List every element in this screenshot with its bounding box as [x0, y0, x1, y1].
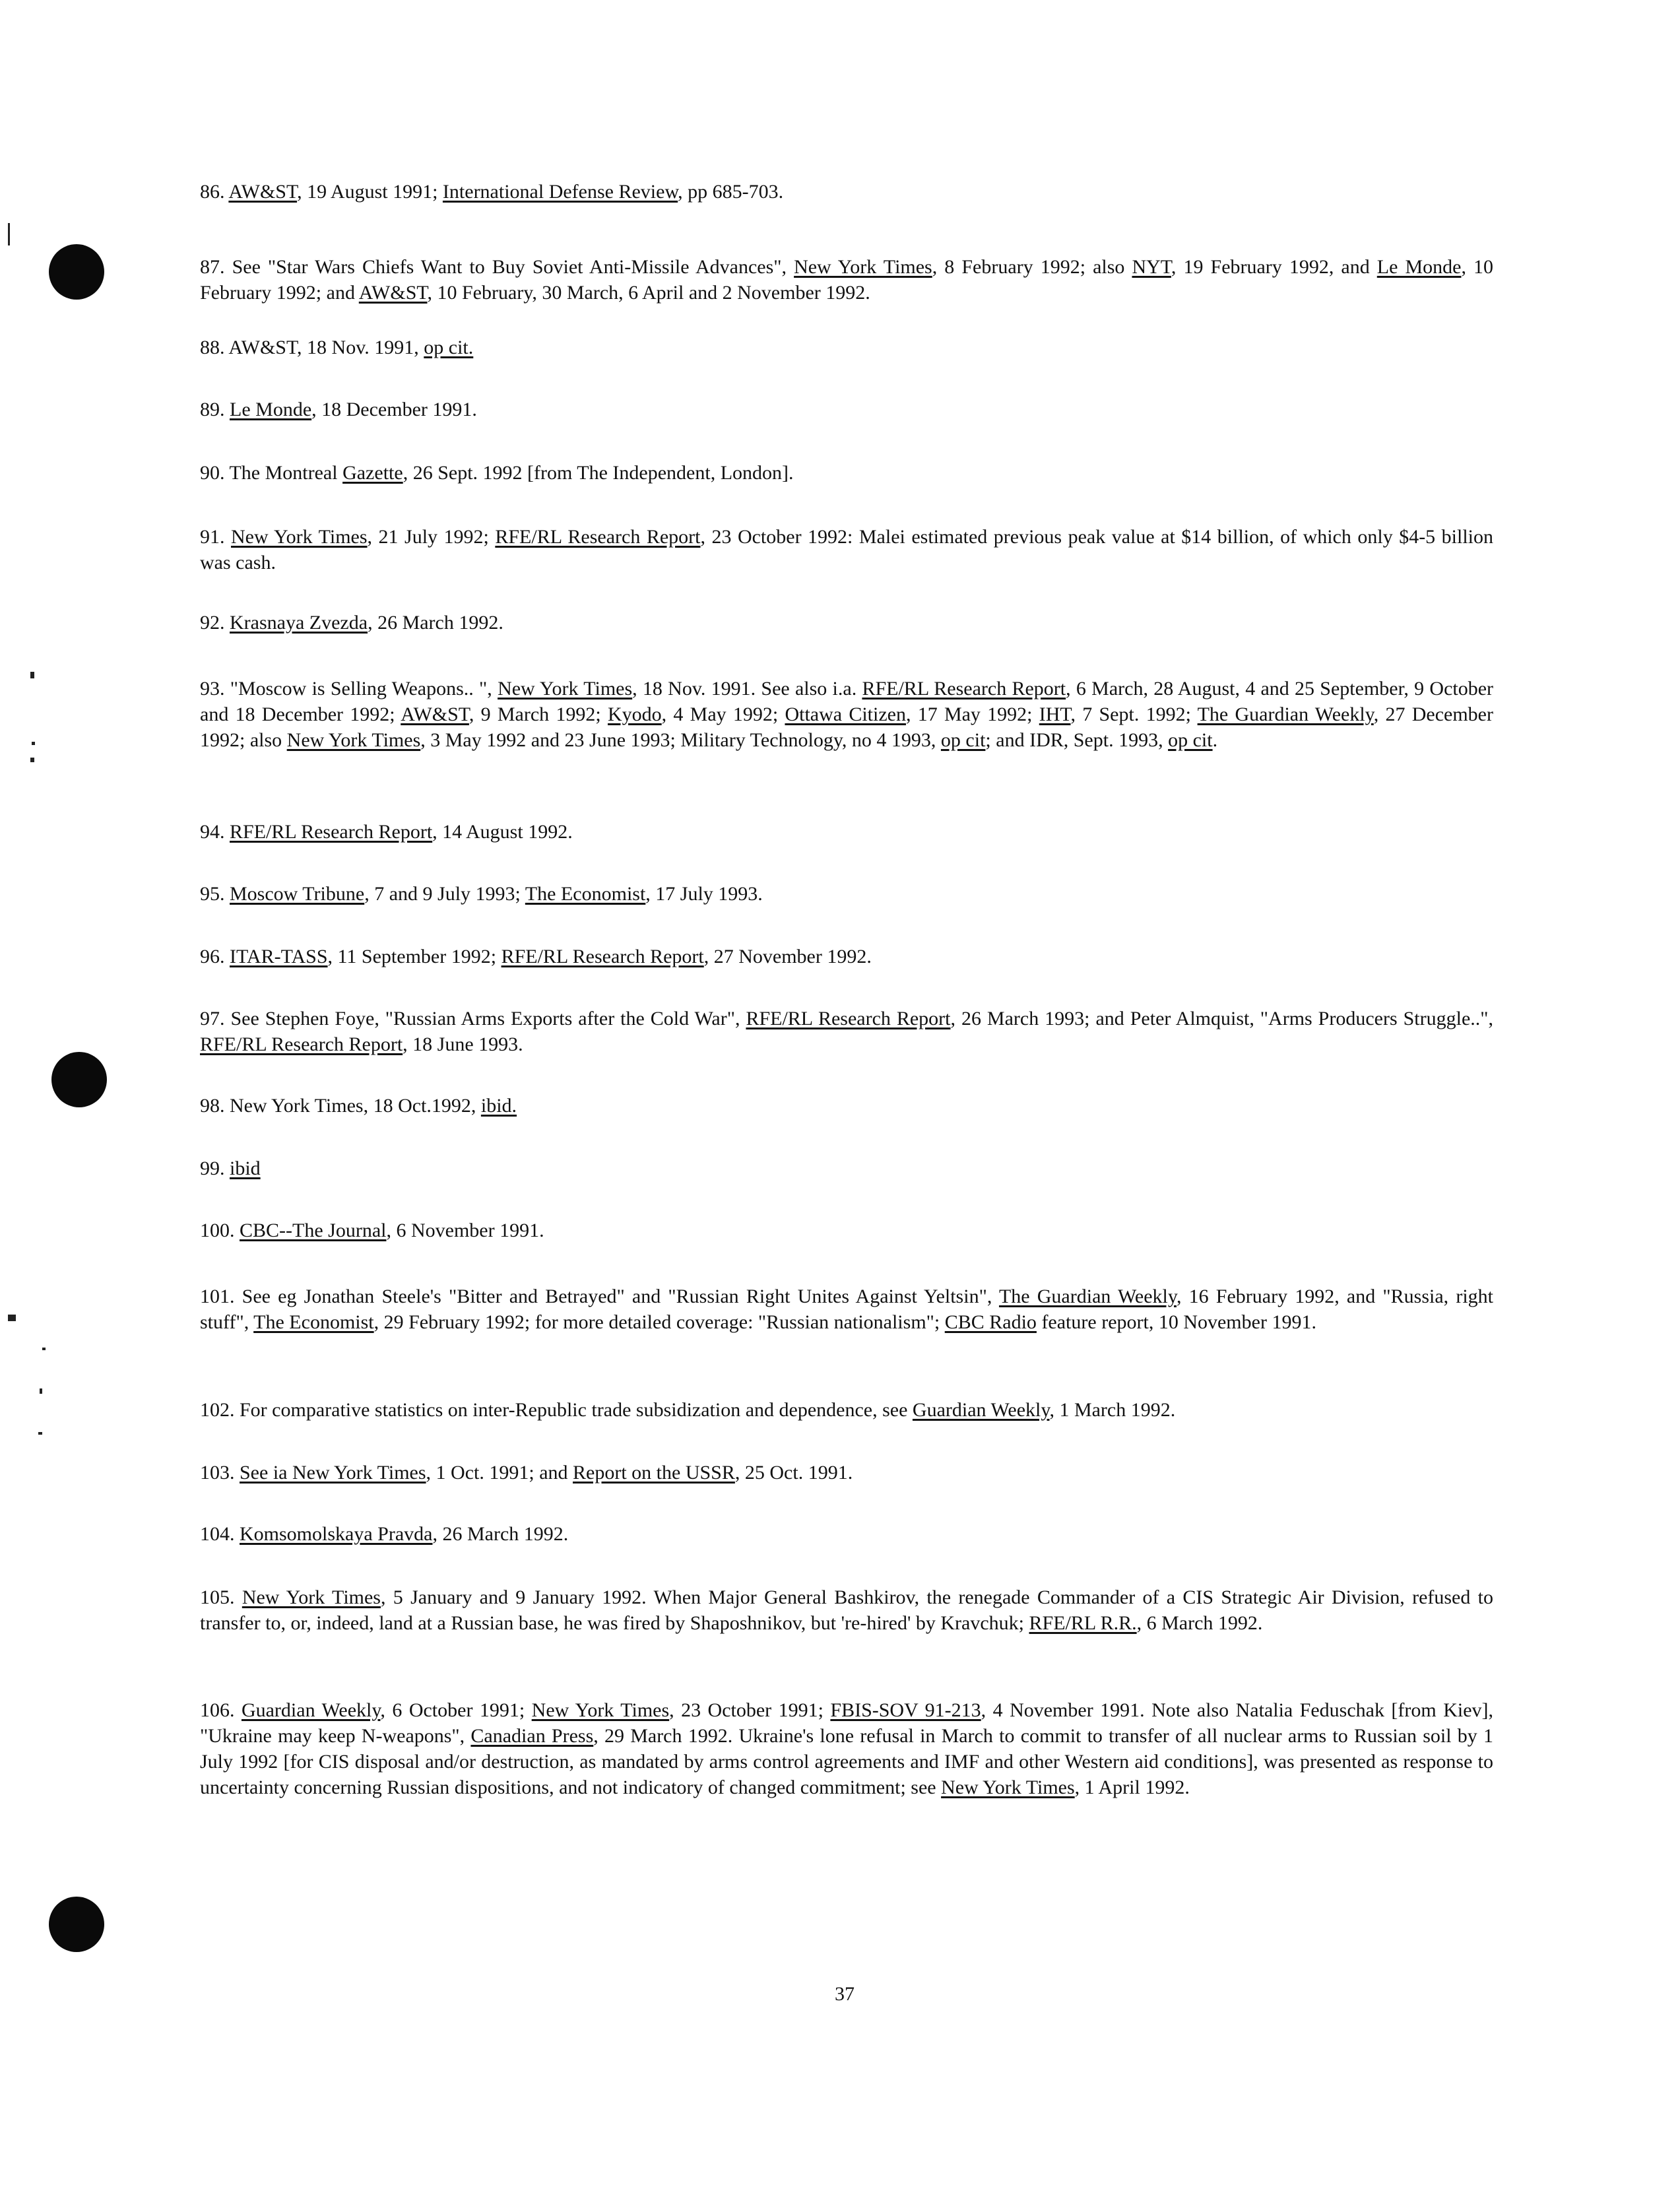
footnote-number: 86.: [200, 181, 229, 203]
footnote: [200, 1397, 1493, 1423]
footnote-text: , 6 October 1991;: [380, 1699, 532, 1721]
footnote-number: 102.: [200, 1399, 240, 1421]
footnote-text: , 18 June 1993.: [403, 1033, 523, 1055]
footnote-text: , 23 October 1991;: [669, 1699, 831, 1721]
citation-source: New York Times: [286, 729, 421, 751]
citation-source: Guardian Weekly: [241, 1699, 381, 1721]
footnote-text: , 27 December 1992; also: [200, 703, 1493, 751]
footnote-text: , pp 685-703.: [678, 181, 784, 203]
footnote-number: 97.: [200, 1008, 231, 1029]
citation-source: New York Times: [498, 678, 633, 700]
citation-source: The Economist: [253, 1311, 374, 1333]
footnote-number: 92.: [200, 612, 230, 634]
footnote-text: , 18 December 1991.: [311, 399, 477, 420]
citation-source: Canadian Press: [470, 1725, 594, 1747]
scan-speck: [8, 223, 10, 245]
page-number: 37: [835, 1983, 855, 2005]
footnote-text: , 4 November 1991. Note also Natalia Feduschak [from Kiev], "Ukraine may keep N-weapons",: [200, 1699, 1493, 1747]
citation-source: Kyodo: [608, 703, 662, 725]
footnote-number: 88.: [200, 337, 229, 358]
footnote-text: , 5 January and 9 January 1992. When Major General Bashkirov, the renegade Commander of a CIS Strategic Air Division, refused to transfer to, or, indeed, land at a Russian base, he was fired by Shaposhnikov, but 're-hired' by Kravchuk;: [200, 1586, 1494, 1634]
footnote-number: 99.: [200, 1158, 230, 1179]
footnote-number: 90.: [200, 462, 230, 484]
footnote-text: , 4 May 1992;: [661, 703, 785, 725]
footnote: [200, 1284, 1493, 1335]
footnote-number: 93.: [200, 678, 230, 700]
citation-source: op cit: [1168, 729, 1213, 751]
footnote-text: ; and IDR, Sept. 1993,: [985, 729, 1169, 751]
citation-source: New York Times: [941, 1777, 1075, 1798]
citation-source: RFE/RL Research Report: [230, 821, 433, 843]
scan-speck: [30, 672, 34, 678]
footnote-text: For comparative statistics on inter-Republic trade subsidization and dependence, see: [240, 1399, 913, 1421]
citation-source: Report on the USSR: [573, 1462, 735, 1484]
footnote: [200, 524, 1493, 575]
footnote-text: .: [1212, 729, 1218, 751]
footnote-text: , 27 November 1992.: [703, 946, 872, 967]
citation-source: New York Times: [794, 256, 932, 278]
footnote-text: New York Times, 18 Oct.1992,: [230, 1095, 481, 1117]
footnote: [200, 1460, 1493, 1485]
citation-source: Krasnaya Zvezda: [230, 612, 368, 634]
scan-speck: [32, 742, 35, 745]
citation-source: AW&ST: [401, 703, 469, 725]
footnote-number: 100.: [200, 1220, 240, 1241]
footnote-number: 104.: [200, 1523, 240, 1545]
citation-source: Le Monde: [1376, 256, 1462, 278]
footnote: [200, 460, 1493, 486]
footnote-text: , 23 October 1992: Malei estimated previous peak value at $14 billion, of which only $4-5 billion was cash.: [200, 526, 1494, 573]
footnote: [200, 1156, 1493, 1181]
citation-source: Ottawa Citizen: [785, 703, 906, 725]
footnote: [200, 610, 1493, 636]
citation-source: FBIS-SOV 91-213: [830, 1699, 981, 1721]
footnote-text: , 17 May 1992;: [905, 703, 1039, 725]
footnote-number: 94.: [200, 821, 230, 843]
citation-source: International Defense Review: [442, 181, 678, 203]
footnote-text: , 19 February 1992, and: [1171, 256, 1377, 278]
footnote-text: , 29 February 1992; for more detailed coverage: "Russian nationalism";: [373, 1311, 945, 1333]
citation-source: RFE/RL Research Report: [200, 1033, 403, 1055]
footnote: [200, 179, 1493, 205]
citation-source: The Guardian Weekly: [1197, 703, 1374, 725]
footnote-text: , 11 September 1992;: [327, 946, 501, 967]
scan-speck: [30, 758, 34, 762]
citation-source: New York Times: [231, 526, 368, 548]
footnote-text: , 25 Oct. 1991.: [734, 1462, 853, 1484]
footnote-number: 95.: [200, 883, 230, 905]
citation-source: RFE/RL Research Report: [495, 526, 701, 548]
citation-source: CBC--The Journal: [240, 1220, 387, 1241]
scan-speck: [42, 1348, 46, 1350]
footnote: [200, 1218, 1493, 1243]
footnote: [200, 254, 1493, 306]
footnote-text: , 1 March 1992.: [1049, 1399, 1176, 1421]
footnote-text: , 9 March 1992;: [468, 703, 608, 725]
citation-source: NYT: [1132, 256, 1171, 278]
footnote-number: 89.: [200, 399, 230, 420]
citation-source: RFE/RL Research Report: [862, 678, 1066, 700]
footnote: [200, 1584, 1493, 1636]
citation-source: The Guardian Weekly: [998, 1286, 1177, 1307]
footnote-text: "Moscow is Selling Weapons.. ",: [230, 678, 498, 700]
footnote-text: , 1 April 1992.: [1074, 1777, 1190, 1798]
footnote: [200, 397, 1493, 422]
footnote-text: , 29 March 1992. Ukraine's lone refusal in March to commit to transfer of all nuclear arms to Russian soil by 1 July 1992 [for CIS disposal and/or destruction, as mandated by arms control agreements and IMF and other Western aid conditions], was presented as response to uncertainty concerning Russian dispositions, and not indicatory of changed commitment; see: [200, 1725, 1493, 1798]
scan-speck: [8, 1315, 16, 1321]
footnote-number: 91.: [200, 526, 231, 548]
footnote-text: , 10 February 1992; and: [200, 256, 1494, 304]
footnote-number: 103.: [200, 1462, 240, 1484]
footnote-text: See eg Jonathan Steele's "Bitter and Betrayed" and "Russian Right Unites Against Yeltsin",: [242, 1286, 999, 1307]
citation-source: ITAR-TASS: [230, 946, 328, 967]
citation-source: IHT: [1039, 703, 1071, 725]
citation-source: Komsomolskaya Pravda: [240, 1523, 433, 1545]
footnote-text: See Stephen Foye, "Russian Arms Exports after the Cold War",: [230, 1008, 746, 1029]
punch-hole-top: [49, 244, 104, 300]
footnote: [200, 819, 1493, 845]
footnote-text: , 19 August 1991;: [297, 181, 443, 203]
footnote-text: , 3 May 1992 and 23 June 1993; Military Technology, no 4 1993,: [420, 729, 941, 751]
citation-source: New York Times: [531, 1699, 670, 1721]
citation-source: ibid: [230, 1158, 261, 1179]
footnote-number: 98.: [200, 1095, 230, 1117]
footnote-number: 101.: [200, 1286, 242, 1307]
footnote-text: , 17 July 1993.: [645, 883, 763, 905]
footnote-text: , 18 Nov. 1991. See also i.a.: [632, 678, 862, 700]
footnote-text: , 1 Oct. 1991; and: [426, 1462, 573, 1484]
footnote: [200, 881, 1493, 907]
citation-source: op cit.: [424, 337, 474, 358]
citation-source: RFE/RL Research Report: [746, 1008, 951, 1029]
footnote-text: , 6 November 1991.: [386, 1220, 544, 1241]
scan-speck: [38, 1432, 42, 1435]
citation-source: op cit: [940, 729, 986, 751]
footnote-text: , 7 Sept. 1992;: [1070, 703, 1198, 725]
footnote-text: See "Star Wars Chiefs Want to Buy Soviet Anti-Missile Advances",: [232, 256, 794, 278]
citation-source: AW&ST: [358, 282, 428, 304]
footnote-text: , 10 February, 30 March, 6 April and 2 November 1992.: [427, 282, 870, 304]
footnote-text: , 7 and 9 July 1993;: [364, 883, 525, 905]
footnote-text: , 14 August 1992.: [432, 821, 573, 843]
footnote: [200, 1093, 1493, 1119]
footnote-text: , 6 March 1992.: [1136, 1612, 1263, 1634]
citation-source: RFE/RL R.R.: [1029, 1612, 1137, 1634]
footnote-number: 106.: [200, 1699, 242, 1721]
footnote-number: 105.: [200, 1586, 242, 1608]
footnote-text: feature report, 10 November 1991.: [1036, 1311, 1316, 1333]
citation-source: CBC Radio: [944, 1311, 1037, 1333]
footnote-text: , 16 February 1992, and "Russia, right stuff",: [200, 1286, 1494, 1333]
footnote: [200, 1697, 1493, 1800]
footnote: [200, 676, 1493, 753]
footnote: [200, 335, 1493, 360]
footnote-text: , 26 Sept. 1992 [from The Independent, London].: [403, 462, 794, 484]
citation-source: Guardian Weekly: [912, 1399, 1050, 1421]
footnote-text: , 26 March 1992.: [432, 1523, 569, 1545]
citation-source: The Economist: [525, 883, 646, 905]
citation-source: New York Times: [242, 1586, 381, 1608]
footnote-text: , 26 March 1993; and Peter Almquist, "Arms Producers Struggle..",: [950, 1008, 1494, 1029]
citation-source: Le Monde: [230, 399, 312, 420]
citation-source: See ia New York Times: [240, 1462, 426, 1484]
scan-speck: [40, 1388, 42, 1394]
footnote-number: 87.: [200, 256, 232, 278]
citation-source: ibid.: [480, 1095, 517, 1117]
footnote-number: 96.: [200, 946, 230, 967]
footnote: [200, 1521, 1493, 1547]
footnote-text: The Montreal: [229, 462, 343, 484]
citation-source: Gazette: [342, 462, 403, 484]
citation-source: AW&ST: [228, 181, 298, 203]
footnote-text: , 21 July 1992;: [367, 526, 496, 548]
footnote-text: AW&ST, 18 Nov. 1991,: [228, 337, 424, 358]
footnote-text: , 6 March, 28 August, 4 and 25 September, 9 October and 18 December 1992;: [200, 678, 1494, 725]
punch-hole-bottom: [49, 1897, 104, 1952]
footnote: [200, 944, 1493, 969]
footnote-text: , 8 February 1992; also: [932, 256, 1132, 278]
footnote: [200, 1006, 1493, 1057]
punch-hole-middle: [51, 1052, 107, 1107]
citation-source: Moscow Tribune: [230, 883, 365, 905]
footnote-text: , 26 March 1992.: [368, 612, 503, 634]
citation-source: RFE/RL Research Report: [501, 946, 704, 967]
